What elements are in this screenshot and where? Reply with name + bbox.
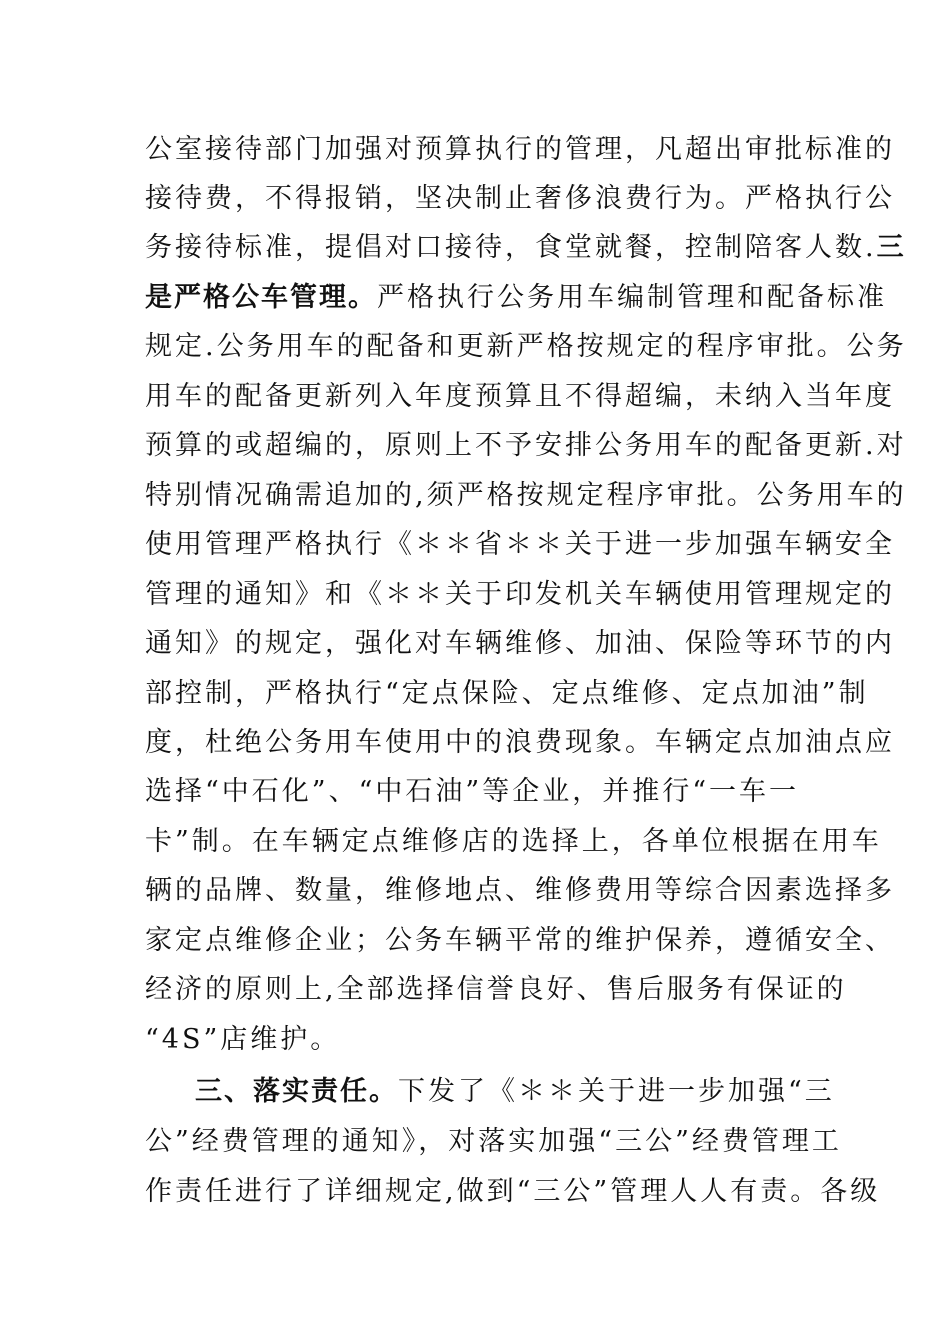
line-text: 通知》的规定，强化对车辆维修、加油、保险等环节的内 xyxy=(145,628,895,659)
section-heading-bold: 三、落实责任。 xyxy=(195,1076,398,1107)
line-text: 管理的通知》和《＊＊关于印发机关车辆使用管理规定的 xyxy=(145,579,895,610)
body-line-12 xyxy=(145,670,869,718)
line-text: 使用管理严格执行《＊＊省＊＊关于进一步加强车辆安全 xyxy=(145,529,895,560)
line-text: 卡”制。在车辆定点维修店的选择上，各单位根据在用车 xyxy=(145,826,882,857)
line-text: 选择“中石化”、“中石油”等企业，并推行“一车一 xyxy=(145,776,800,807)
body-line-8 xyxy=(145,472,907,520)
body-line-9 xyxy=(145,521,895,569)
line-text: 预算的或超编的，原则上不予安排公务用车的配备更新.对 xyxy=(145,430,907,461)
line-text: 经济的原则上,全部选择信誉良好、售后服务有保证的 xyxy=(145,974,847,1005)
body-line-17 xyxy=(145,917,895,965)
body-line-19 xyxy=(145,1016,805,1064)
line-text: 公室接待部门加强对预算执行的管理，凡超出审批标准的 xyxy=(145,134,895,165)
body-line-21 xyxy=(145,1118,842,1166)
body-line-15 xyxy=(145,818,882,866)
body-line-6 xyxy=(145,373,895,421)
body-line-7 xyxy=(145,422,907,470)
line-text: 公”经费管理的通知》，对落实加强“三公”经费管理工 xyxy=(145,1126,842,1157)
body-line-22 xyxy=(145,1168,881,1216)
line-text: 用车的配备更新列入年度预算且不得超编，未纳入当年度 xyxy=(145,381,895,412)
line-text: 下发了《＊＊关于进一步加强“三 xyxy=(398,1076,835,1107)
line-text: 家定点维修企业；公务车辆平常的维护保养，遵循安全、 xyxy=(145,925,895,956)
line-text: 接待费，不得报销，坚决制止奢侈浪费行为。严格执行公 xyxy=(145,183,895,214)
body-line-4 xyxy=(145,274,887,322)
line-text: 辆的品牌、数量，维修地点、维修费用等综合因素选择多 xyxy=(145,875,895,906)
body-line-1 xyxy=(145,126,895,174)
line-text: “4S”店维护。 xyxy=(145,1024,341,1055)
line-text: 规定.公务用车的配备和更新严格按规定的程序审批。公务 xyxy=(145,331,907,362)
line-text: 务接待标准，提倡对口接待，食堂就餐，控制陪客人数. xyxy=(145,232,877,263)
line-text: 度，杜绝公务用车使用中的浪费现象。车辆定点加油点应 xyxy=(145,727,895,758)
section-heading-bold: 是严格公车管理。 xyxy=(145,282,377,313)
body-line-11 xyxy=(145,620,895,668)
line-text: 严格执行公务用车编制管理和配备标准 xyxy=(377,282,887,313)
body-line-20 xyxy=(195,1068,855,1116)
line-text: 作责任进行了详细规定,做到“三公”管理人人有责。各级 xyxy=(145,1176,881,1207)
body-line-14 xyxy=(145,768,805,816)
line-text: 部控制，严格执行“定点保险、定点维修、定点加油”制 xyxy=(145,678,869,709)
body-line-18 xyxy=(145,966,847,1014)
line-text: 特别情况确需追加的,须严格按规定程序审批。公务用车的 xyxy=(145,480,907,511)
body-line-13 xyxy=(145,719,895,767)
body-line-10 xyxy=(145,571,895,619)
body-line-2 xyxy=(145,175,895,223)
body-line-5 xyxy=(145,323,907,371)
body-line-3 xyxy=(145,224,906,272)
line-bold-text: 三 xyxy=(876,232,906,263)
body-line-16 xyxy=(145,867,895,915)
